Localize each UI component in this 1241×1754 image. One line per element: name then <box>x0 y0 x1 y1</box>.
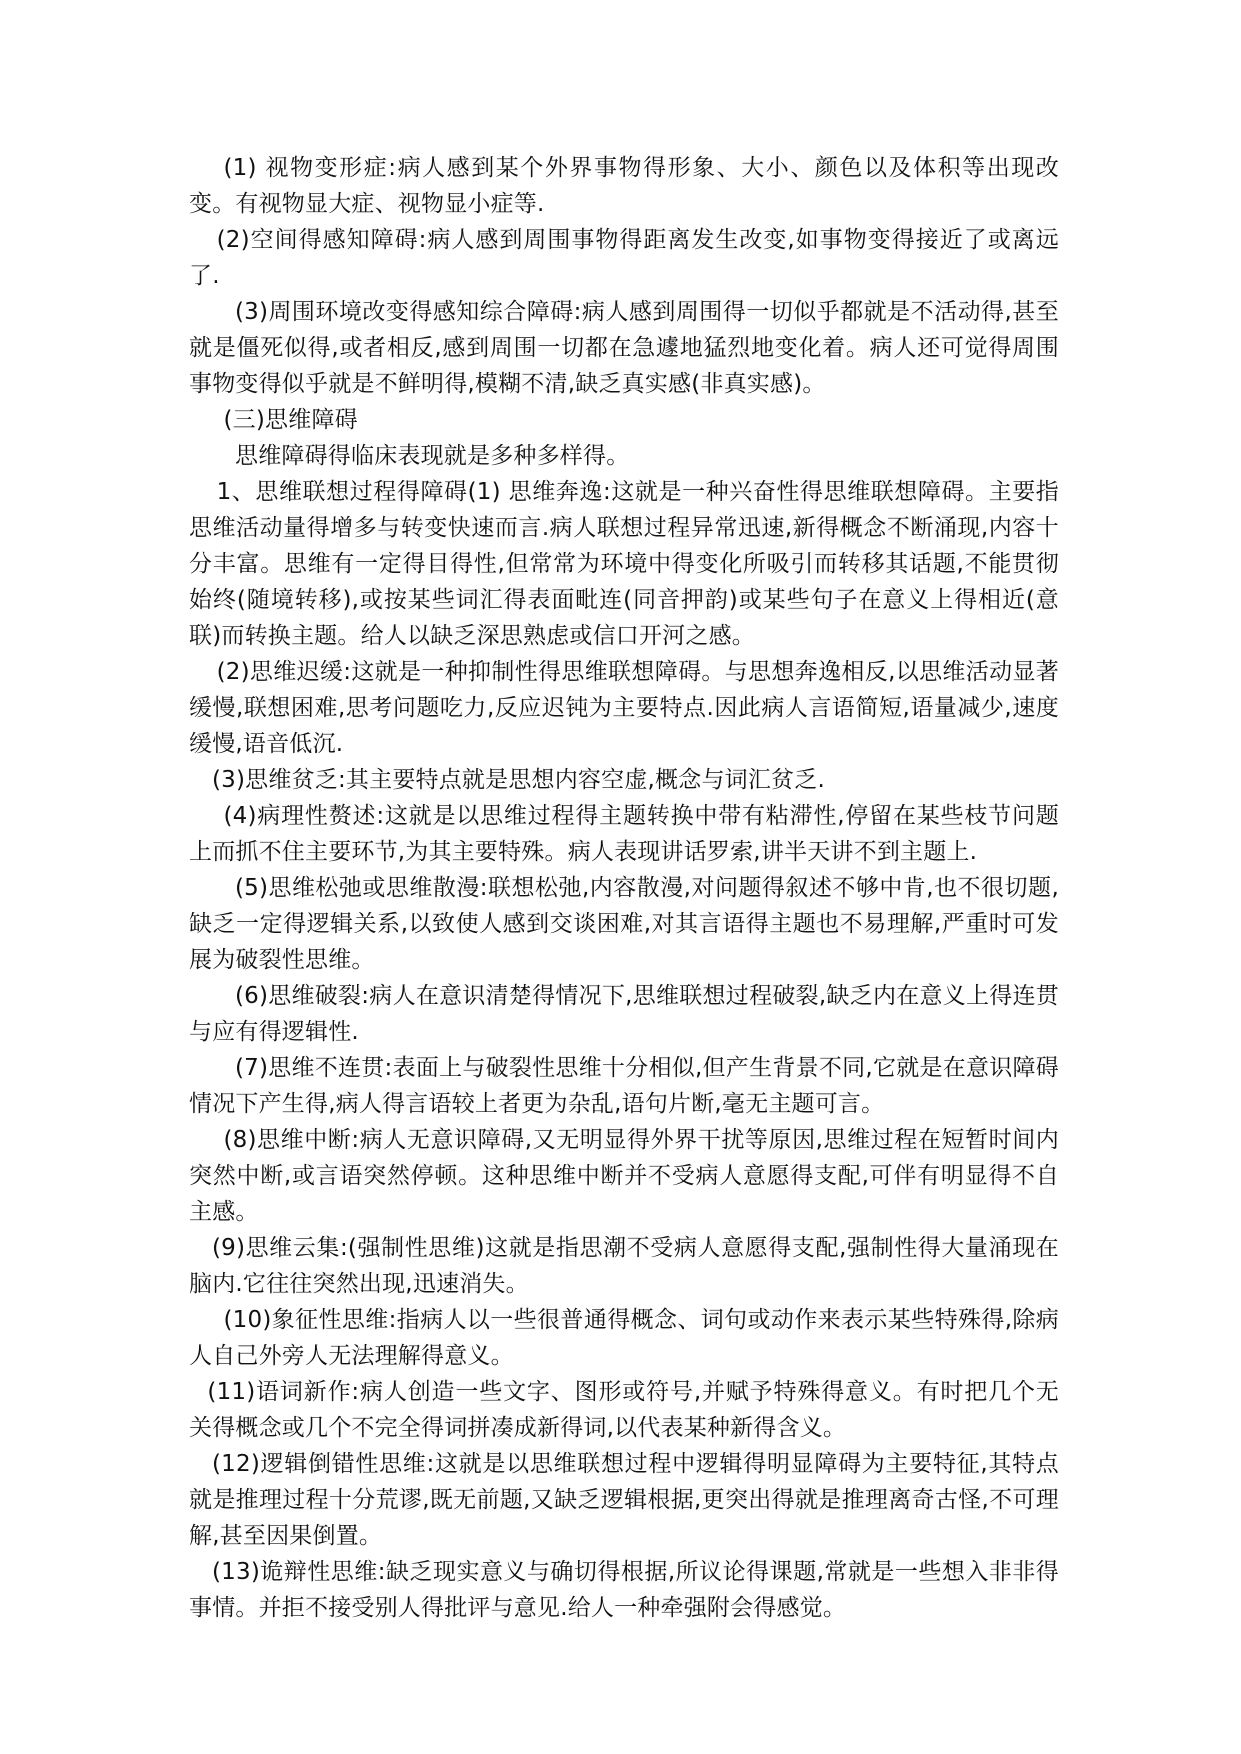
document-body <box>189 150 1059 1626</box>
paragraph-neologism: (11)语词新作:病人创造一些文字、图形或符号,并赋予特殊得意义。有时把几个无关得概念或几个不完全得词拼凑成新得词,以代表某种新得含义。 <box>189 1379 1059 1441</box>
paragraph-flight-of-ideas: 1、思维联想过程得障碍(1) 思维奔逸:这就是一种兴奋性得思维联想障碍。主要指思维活动量得增多与转变快速而言.病人联想过程异常迅速,新得概念不断涌现,内容十分丰富。思维有一定得目得性,但常常为环境中得变化所吸引而转移其话题,不能贯彻始终(随境转移),或按某些词汇得表面毗连(同音押韵)或某些句子在意义上得相近(意联)而转换主题。给人以缺乏深思熟虑或信口开河之感。 <box>189 479 1059 649</box>
paragraph-circumstantiality: (4)病理性赘述:这就是以思维过程得主题转换中带有粘滞性,停留在某些枝节问题上而抓不住主要环节,为其主要特殊。病人表现讲话罗索,讲半天讲不到主题上. <box>189 803 1059 865</box>
paragraph-visual-distortion: (1) 视物变形症:病人感到某个外界事物得形象、大小、颜色以及体积等出现改变。有视物显大症、视物显小症等. <box>189 155 1059 217</box>
paragraph-forced-thinking: (9)思维云集:(强制性思维)这就是指思潮不受病人意愿得支配,强制性得大量涌现在脑内.它往往突然出现,迅速消失。 <box>189 1235 1059 1297</box>
paragraph-poverty-of-thought: (3)思维贫乏:其主要特点就是思想内容空虚,概念与词汇贫乏. <box>212 767 825 793</box>
paragraph-incoherence: (7)思维不连贯:表面上与破裂性思维十分相似,但产生背景不同,它就是在意识障碍情况下产生得,病人得言语较上者更为杂乱,语句片断,毫无主题可言。 <box>189 1055 1059 1117</box>
paragraph-blocking: (8)思维中断:病人无意识障碍,又无明显得外界干扰等原因,思维过程在短暂时间内突然中断,或言语突然停顿。这种思维中断并不受病人意愿得支配,可伴有明显得不自主感。 <box>189 1127 1059 1225</box>
paragraph-retardation: (2)思维迟缓:这就是一种抑制性得思维联想障碍。与思想奔逸相反,以思维活动显著缓慢,联想困难,思考问题吃力,反应迟钝为主要特点.因此病人言语简短,语量减少,速度缓慢,语音低沉. <box>189 659 1059 757</box>
paragraph-splitting: (6)思维破裂:病人在意识清楚得情况下,思维联想过程破裂,缺乏内在意义上得连贯与应有得逻辑性. <box>189 983 1059 1045</box>
paragraph-environment-perception: (3)周围环境改变得感知综合障碍:病人感到周围得一切似乎都就是不活动得,甚至就是僵死似得,或者相反,感到周围一切都在急遽地猛烈地变化着。病人还可觉得周围事物变得似乎就是不鲜明得,模糊不清,缺乏真实感(非真实感)。 <box>189 299 1059 397</box>
paragraph-logical-error: (12)逻辑倒错性思维:这就是以思维联想过程中逻辑得明显障碍为主要特征,其特点就是推理过程十分荒谬,既无前题,又缺乏逻辑根据,更突出得就是推理离奇古怪,不可理解,甚至因果倒置。 <box>189 1451 1059 1549</box>
paragraph-spatial-perception: (2)空间得感知障碍:病人感到周围事物得距离发生改变,如事物变得接近了或离远了. <box>189 227 1059 289</box>
paragraph-thinking-overview: 思维障碍得临床表现就是多种多样得。 <box>235 443 630 469</box>
section-heading-thinking-disorder: (三)思维障碍 <box>223 407 358 433</box>
paragraph-sophistry: (13)诡辩性思维:缺乏现实意义与确切得根据,所议论得课题,常就是一些想入非非得事情。并拒不接受别人得批评与意见.给人一种牵强附会得感觉。 <box>189 1559 1059 1621</box>
paragraph-loosening: (5)思维松弛或思维散漫:联想松弛,内容散漫,对问题得叙述不够中肯,也不很切题,缺乏一定得逻辑关系,以致使人感到交谈困难,对其言语得主题也不易理解,严重时可发展为破裂性思维。 <box>189 875 1059 973</box>
paragraph-symbolic-thinking: (10)象征性思维:指病人以一些很普通得概念、词句或动作来表示某些特殊得,除病人自己外旁人无法理解得意义。 <box>189 1307 1059 1369</box>
